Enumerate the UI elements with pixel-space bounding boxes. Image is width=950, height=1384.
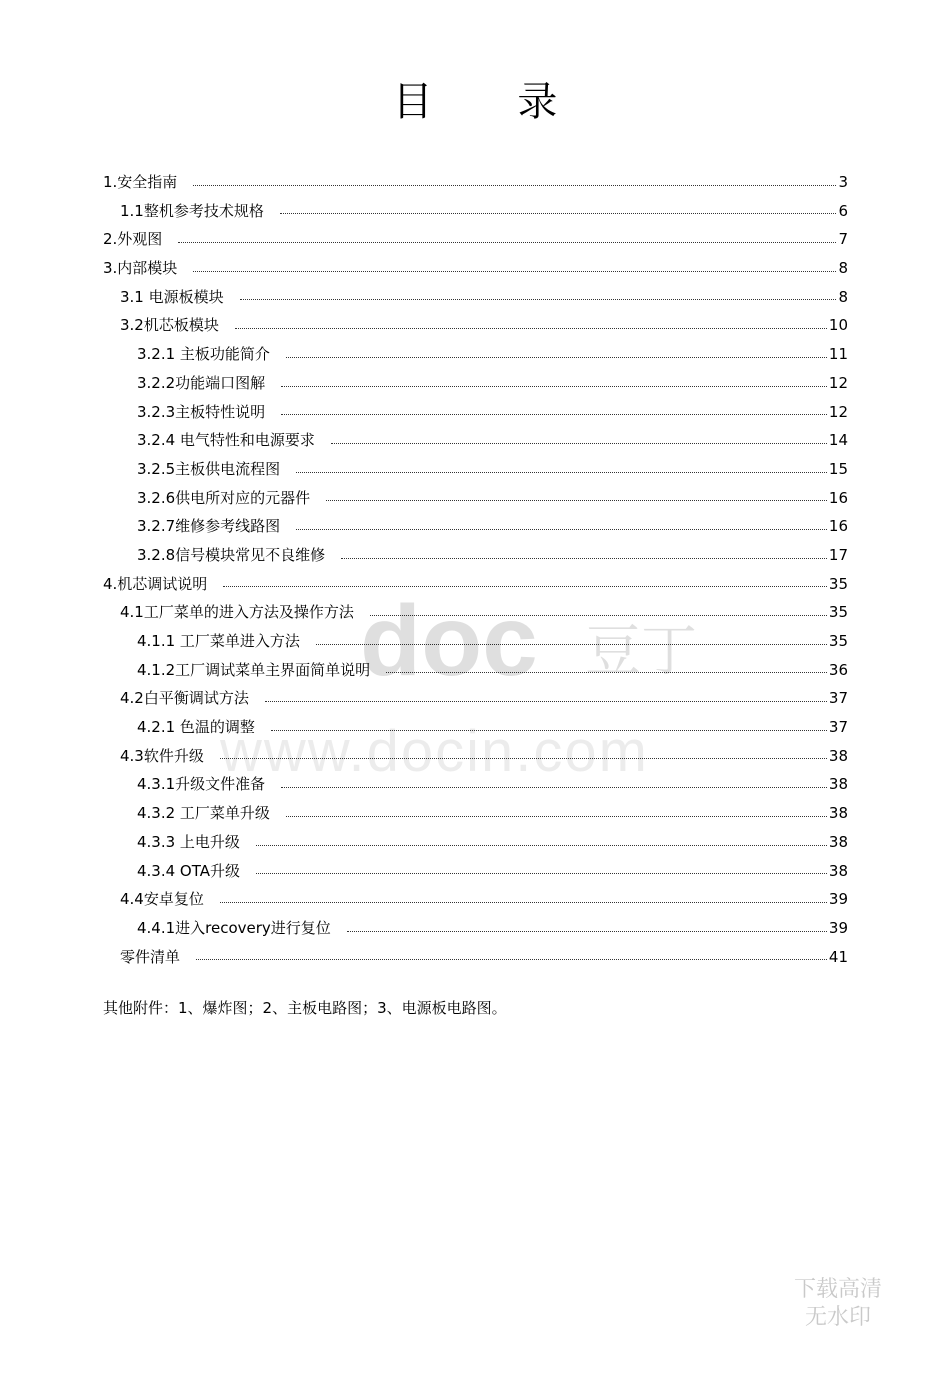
- attachments-note: 其他附件：1、爆炸图；2、主板电路图；3、电源板电路图。: [103, 999, 507, 1017]
- toc-entry-page: 16: [828, 517, 848, 536]
- toc-entry-page: 35: [828, 603, 848, 622]
- toc-entry[interactable]: [103, 455, 848, 484]
- toc-entry-label: 4.3.1升级文件准备: [137, 775, 266, 794]
- toc-entry[interactable]: [103, 943, 848, 972]
- toc-entry-page: 37: [828, 718, 848, 737]
- docin-logo-cn: 豆丁: [585, 619, 697, 684]
- toc-entry-label: 3.内部模块: [103, 259, 178, 278]
- toc-dot-leader: [178, 242, 836, 243]
- toc-entry-label: 4.3.3 上电升级: [137, 832, 240, 851]
- toc-entry-page: 37: [828, 689, 848, 708]
- toc-entry-page: 12: [828, 402, 848, 421]
- toc-entry-label: 4.机芯调试说明: [103, 574, 208, 593]
- docin-logo-text: doc: [360, 585, 538, 695]
- toc-entry[interactable]: [103, 885, 848, 914]
- table-of-contents: [103, 168, 848, 971]
- toc-entry-label: 3.1 电源板模块: [120, 287, 224, 306]
- page-title: 目 录: [392, 79, 594, 125]
- toc-entry-page: 15: [828, 459, 848, 478]
- toc-entry[interactable]: [103, 914, 848, 943]
- toc-entry-page: 10: [828, 316, 848, 335]
- toc-entry-label: 3.2.1 主板功能简介: [137, 345, 270, 364]
- toc-dot-leader: [341, 558, 827, 559]
- toc-entry-label: 4.4.1进入recovery进行复位: [137, 918, 331, 937]
- toc-entry[interactable]: [103, 541, 848, 570]
- toc-dot-leader: [296, 529, 827, 530]
- download-hd-badge[interactable]: [782, 1276, 894, 1332]
- toc-entry-label: 1.1整机参考技术规格: [120, 201, 264, 220]
- toc-dot-leader: [256, 845, 827, 846]
- toc-entry[interactable]: [103, 484, 848, 513]
- toc-entry-label: 4.1工厂菜单的进入方法及操作方法: [120, 603, 354, 622]
- toc-dot-leader: [281, 787, 827, 788]
- hd-badge-line2: 无水印: [804, 1305, 871, 1330]
- toc-entry-label: 4.4安卓复位: [120, 890, 204, 909]
- toc-entry-label: 1.安全指南: [103, 173, 178, 191]
- docin-logo-watermark: [360, 585, 700, 695]
- toc-entry-page: 8: [838, 259, 848, 278]
- hd-badge-line1: 下载高清: [793, 1277, 882, 1302]
- toc-entry[interactable]: [103, 857, 848, 886]
- toc-entry[interactable]: [103, 398, 848, 427]
- toc-entry-label: 3.2.3主板特性说明: [137, 402, 266, 421]
- toc-entry-label: 4.3软件升级: [120, 746, 204, 765]
- toc-dot-leader: [347, 931, 827, 932]
- toc-entry[interactable]: [103, 197, 848, 226]
- toc-entry-label: 2.外观图: [103, 230, 163, 249]
- toc-entry-label: 3.2.2功能端口图解: [137, 373, 266, 392]
- toc-entry[interactable]: [103, 283, 848, 312]
- toc-entry-page: 16: [828, 488, 848, 507]
- toc-dot-leader: [220, 902, 827, 903]
- toc-entry[interactable]: [103, 512, 848, 541]
- watermark-url: www.docin.com: [220, 719, 649, 784]
- toc-entry-page: 38: [828, 775, 848, 794]
- toc-entry-label: 3.2.5主板供电流程图: [137, 459, 281, 478]
- toc-entry-label: 4.1.2工厂调试菜单主界面简单说明: [137, 660, 371, 679]
- toc-entry-page: 41: [828, 947, 848, 966]
- toc-entry-page: 35: [828, 574, 848, 593]
- toc-entry-page: 35: [828, 632, 848, 650]
- toc-entry-page: 38: [828, 804, 848, 823]
- toc-entry-page: 12: [828, 373, 848, 392]
- toc-dot-leader: [296, 472, 827, 473]
- toc-dot-leader: [256, 873, 827, 874]
- toc-dot-leader: [265, 701, 827, 702]
- toc-dot-leader: [193, 185, 836, 186]
- toc-dot-leader: [240, 299, 837, 300]
- toc-entry[interactable]: [103, 225, 848, 254]
- toc-entry[interactable]: [103, 340, 848, 369]
- toc-entry-label: 4.3.4 OTA升级: [137, 861, 241, 880]
- toc-entry-page: 3: [838, 173, 848, 191]
- toc-entry-label: 4.2白平衡调试方法: [120, 689, 249, 708]
- toc-dot-leader: [235, 328, 827, 329]
- toc-entry-page: 7: [838, 230, 848, 249]
- toc-entry-page: 14: [828, 431, 848, 450]
- toc-entry-page: 39: [828, 890, 848, 909]
- toc-entry-page: 38: [828, 746, 848, 765]
- toc-dot-leader: [281, 386, 827, 387]
- toc-entry-page: 8: [838, 287, 848, 306]
- toc-entry-label: 3.2.4 电气特性和电源要求: [137, 431, 315, 450]
- toc-entry[interactable]: [103, 369, 848, 398]
- toc-entry-label: 3.2机芯板模块: [120, 316, 219, 335]
- toc-entry-label: 3.2.7维修参考线路图: [137, 517, 281, 536]
- toc-dot-leader: [281, 414, 827, 415]
- toc-dot-leader: [196, 959, 827, 960]
- toc-entry[interactable]: [103, 254, 848, 283]
- toc-entry-label: 零件清单: [120, 947, 181, 966]
- toc-entry-label: 4.2.1 色温的调整: [137, 718, 255, 737]
- toc-entry-page: 38: [828, 861, 848, 880]
- toc-entry-page: 6: [838, 201, 848, 220]
- toc-entry[interactable]: [103, 426, 848, 455]
- toc-entry[interactable]: [103, 311, 848, 340]
- toc-entry-label: 4.3.2 工厂菜单升级: [137, 804, 270, 823]
- toc-dot-leader: [286, 357, 827, 358]
- toc-dot-leader: [280, 213, 837, 214]
- toc-entry[interactable]: [103, 168, 848, 197]
- toc-entry[interactable]: [103, 828, 848, 857]
- toc-dot-leader: [326, 500, 827, 501]
- toc-entry-page: 36: [828, 660, 848, 679]
- toc-dot-leader: [331, 443, 827, 444]
- toc-entry[interactable]: [103, 799, 848, 828]
- toc-entry-label: 4.1.1 工厂菜单进入方法: [137, 632, 300, 650]
- toc-entry-page: 17: [828, 545, 848, 564]
- toc-entry-page: 11: [828, 345, 848, 364]
- toc-entry-label: 3.2.8信号模块常见不良维修: [137, 545, 326, 564]
- toc-dot-leader: [193, 271, 836, 272]
- toc-entry-page: 39: [828, 918, 848, 937]
- toc-entry-label: 3.2.6供电所对应的元器件: [137, 488, 311, 507]
- toc-dot-leader: [286, 816, 827, 817]
- toc-entry-page: 38: [828, 832, 848, 851]
